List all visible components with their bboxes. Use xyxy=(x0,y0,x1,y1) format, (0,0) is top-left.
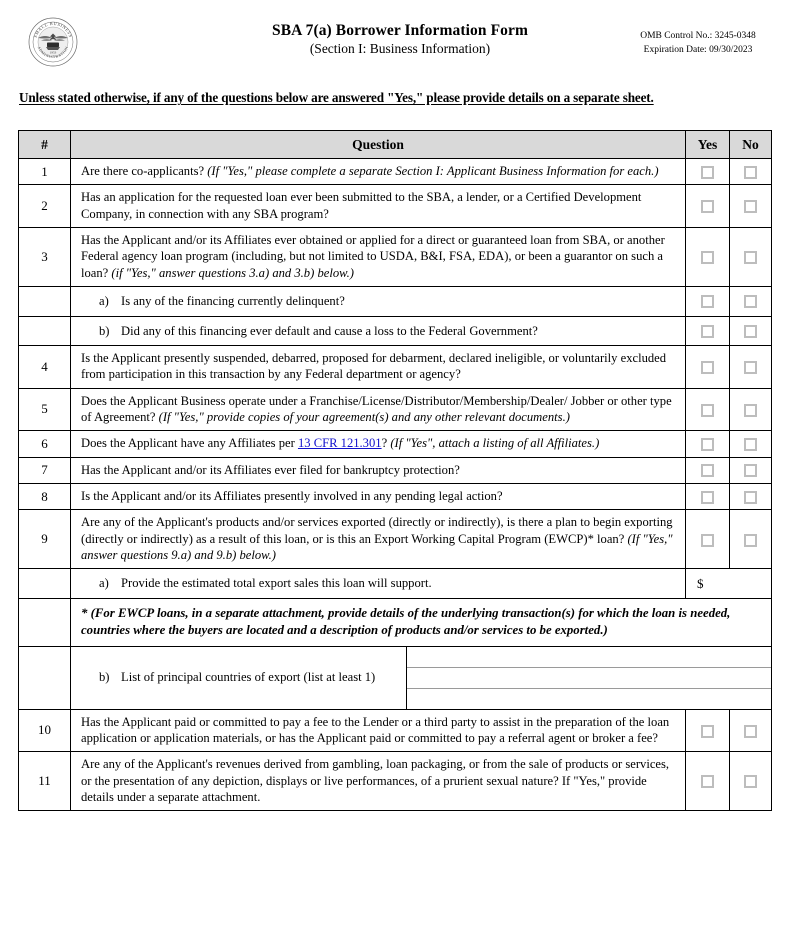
question-text xyxy=(71,510,686,569)
question-text xyxy=(71,228,686,287)
table-row xyxy=(19,598,772,646)
no-checkbox[interactable] xyxy=(744,404,757,417)
row-number xyxy=(19,287,71,316)
no-checkbox[interactable] xyxy=(744,464,757,477)
question-italic-note: (If "Yes," please complete a separate Section I: Applicant Business Information for each.) xyxy=(207,164,659,178)
no-checkbox[interactable] xyxy=(744,295,757,308)
no-checkbox-cell[interactable] xyxy=(730,510,772,569)
question-main-text: Does the Applicant Business operate under a Franchise/License/Distributor/Membership/Dealer/ Jobber or other type of Agreement? xyxy=(81,393,672,424)
no-checkbox-cell[interactable] xyxy=(730,457,772,483)
no-checkbox[interactable] xyxy=(744,361,757,374)
yes-checkbox-cell[interactable] xyxy=(686,484,730,510)
yes-checkbox-cell[interactable] xyxy=(686,287,730,316)
yes-checkbox-cell[interactable] xyxy=(686,345,730,388)
row-number xyxy=(19,646,71,709)
row-number: 10 xyxy=(19,709,71,752)
page-title: SBA 7(a) Borrower Information Form xyxy=(272,22,528,39)
row-number: 9 xyxy=(19,510,71,569)
question-main-text: Has the Applicant and/or its Affiliates ever filed for bankruptcy protection? xyxy=(81,462,460,477)
question-text xyxy=(71,457,686,483)
table-row xyxy=(19,185,772,228)
svg-text:ADMINISTRATION: ADMINISTRATION xyxy=(36,45,70,60)
question-main-text: Has the Applicant and/or its Affiliates ever obtained or applied for a direct or guaranteed loan from SBA, or another Federal agency loan program (including, but not limited to USDA, B&I, FSA, EDA), or been a guarantor on such a loan? xyxy=(81,233,665,280)
yes-checkbox[interactable] xyxy=(701,361,714,374)
yes-checkbox[interactable] xyxy=(701,438,714,451)
sub-question-label: a) xyxy=(99,294,109,309)
column-header-question: Question xyxy=(71,131,686,159)
row-number xyxy=(19,316,71,345)
row-number: 1 xyxy=(19,159,71,185)
table-row xyxy=(19,646,772,709)
yes-checkbox-cell[interactable] xyxy=(686,752,730,811)
column-header-number: # xyxy=(19,131,71,159)
question-main-text: Are any of the Applicant's revenues derived from gambling, loan packaging, or from the sale of products or services, or the presentation of any depiction, displays or live performances, of a prurient sexual nature? If "Yes," provide details under a separate attachment. xyxy=(81,757,670,805)
omb-control-number: OMB Control No.: 3245-0348 xyxy=(640,31,756,41)
currency-symbol: $ xyxy=(697,575,704,591)
yes-checkbox[interactable] xyxy=(701,464,714,477)
question-text xyxy=(71,159,686,185)
row-number xyxy=(19,569,71,598)
yes-checkbox[interactable] xyxy=(701,404,714,417)
no-checkbox[interactable] xyxy=(744,325,757,338)
row-number xyxy=(19,598,71,646)
question-main-text: Provide the estimated total export sales this loan will support. xyxy=(121,576,432,591)
omb-expiration-date: Expiration Date: 09/30/2023 xyxy=(643,44,753,55)
omb-block xyxy=(624,30,772,58)
no-checkbox-cell[interactable] xyxy=(730,709,772,752)
yes-checkbox[interactable] xyxy=(701,295,714,308)
table-row xyxy=(19,752,772,811)
question-italic-note: (If "Yes", attach a listing of all Affiliates.) xyxy=(390,436,600,451)
sub-question-text xyxy=(71,647,407,709)
question-main-text: Is the Applicant and/or its Affiliates presently involved in any pending legal action? xyxy=(81,489,503,504)
question-main-text: Are any of the Applicant's products and/or services exported (directly or indirectly), is there a plan to begin exporting (directly or indirectly) as a result of this loan, or is this an Export Working Capital Program (EWCP)* loan? xyxy=(81,515,673,546)
form-header xyxy=(0,0,789,78)
table-row xyxy=(19,484,772,510)
yes-checkbox[interactable] xyxy=(701,200,714,213)
no-checkbox-cell[interactable] xyxy=(730,388,772,431)
yes-checkbox[interactable] xyxy=(701,775,714,788)
no-checkbox-cell[interactable] xyxy=(730,431,772,457)
yes-checkbox[interactable] xyxy=(701,491,714,504)
question-main-text: Is the Applicant presently suspended, debarred, proposed for debarment, declared ineligible, or voluntarily excluded from participation in this transaction by any Federal department or agency? xyxy=(81,350,667,382)
question-main-text: Is any of the financing currently delinquent? xyxy=(121,294,345,309)
table-row xyxy=(19,345,772,388)
table-row xyxy=(19,228,772,287)
question-text xyxy=(71,484,686,510)
question-text xyxy=(71,185,686,228)
sub-question-label: b) xyxy=(99,670,110,685)
page-subtitle: (Section I: Business Information) xyxy=(309,40,491,56)
questions-table xyxy=(18,130,772,811)
sub-question-label: a) xyxy=(99,576,109,591)
yes-checkbox[interactable] xyxy=(701,325,714,338)
table-row xyxy=(19,316,772,345)
no-checkbox-cell[interactable] xyxy=(730,752,772,811)
row-number: 6 xyxy=(19,431,71,457)
column-header-yes: Yes xyxy=(686,131,730,159)
question-main-text: Has an application for the requested loan ever been submitted to the SBA, a lender, or a Certified Development Company, in connection with any SBA program? xyxy=(81,190,642,221)
question-italic-note: (If "Yes," provide copies of your agreement(s) and any other relevant documents.) xyxy=(158,409,570,424)
question-italic-note: (if "Yes," answer questions 3.a) and 3.b) below.) xyxy=(111,265,354,280)
question-main-text: Did any of this financing ever default and cause a loss to the Federal Government? xyxy=(121,323,538,338)
yes-checkbox-cell[interactable] xyxy=(686,228,730,287)
question-main-text: List of principal countries of export (list at least 1) xyxy=(121,670,376,685)
no-checkbox-cell[interactable] xyxy=(730,287,772,316)
no-checkbox[interactable] xyxy=(744,491,757,504)
row-number: 3 xyxy=(19,228,71,287)
no-checkbox-cell[interactable] xyxy=(730,159,772,185)
question-text xyxy=(71,345,686,388)
table-row xyxy=(19,287,772,316)
export-sales-amount-cell[interactable] xyxy=(686,569,772,598)
yes-checkbox-cell[interactable] xyxy=(686,185,730,228)
no-checkbox[interactable] xyxy=(744,200,757,213)
question-text-before-link: Does the Applicant have any Affiliates per xyxy=(81,436,298,451)
no-checkbox-cell[interactable] xyxy=(730,316,772,345)
question-text-after-link: ? xyxy=(381,436,391,451)
title-block xyxy=(190,22,610,57)
no-checkbox[interactable] xyxy=(744,775,757,788)
question-text xyxy=(71,431,686,457)
yes-checkbox-cell[interactable] xyxy=(686,388,730,431)
no-checkbox-cell[interactable] xyxy=(730,228,772,287)
ewcp-footnote: * (For EWCP loans, in a separate attachment, provide details of the underlying transaction(s) for which the loan is needed, countries where the buyers are located and a description of products and/or services to be exported.) xyxy=(71,598,772,646)
question-main-text: Has the Applicant paid or committed to pay a fee to the Lender or a third party to assist in the preparation of the loan application or application materials, or has the Applicant paid or committed to pay a referral agent or broker a fee? xyxy=(81,714,670,745)
no-checkbox[interactable] xyxy=(744,438,757,451)
sub-question-text xyxy=(71,287,686,316)
svg-text:SMALL BUSINESS: SMALL BUSINESS xyxy=(32,20,74,39)
question-text xyxy=(71,752,686,811)
instruction-text: Unless stated otherwise, if any of the questions below are answered "Yes," please provide details on a separate sheet. xyxy=(19,90,654,105)
table-row xyxy=(19,510,772,569)
sub-question-text xyxy=(71,569,686,598)
table-row xyxy=(19,431,772,457)
question-text xyxy=(71,388,686,431)
svg-text:1953: 1953 xyxy=(49,50,57,55)
yes-checkbox[interactable] xyxy=(701,725,714,738)
table-row xyxy=(19,709,772,752)
yes-checkbox-cell[interactable] xyxy=(686,510,730,569)
table-row xyxy=(19,457,772,483)
yes-checkbox-cell[interactable] xyxy=(686,431,730,457)
table-row xyxy=(19,159,772,185)
yes-checkbox[interactable] xyxy=(701,166,714,179)
row-number: 11 xyxy=(19,752,71,811)
row-number: 8 xyxy=(19,484,71,510)
sub-question-text xyxy=(71,316,686,345)
no-checkbox-cell[interactable] xyxy=(730,345,772,388)
country-input-3[interactable] xyxy=(407,689,771,709)
no-checkbox-cell[interactable] xyxy=(730,185,772,228)
column-header-no: No xyxy=(730,131,772,159)
no-checkbox[interactable] xyxy=(744,725,757,738)
no-checkbox[interactable] xyxy=(744,534,757,547)
row-number: 7 xyxy=(19,457,71,483)
yes-checkbox-cell[interactable] xyxy=(686,457,730,483)
question-text xyxy=(71,709,686,752)
table-row xyxy=(19,388,772,431)
sub-question-label: b) xyxy=(99,323,110,338)
sba-seal-icon xyxy=(28,17,78,67)
no-checkbox-cell[interactable] xyxy=(730,484,772,510)
question-italic-note: (If "Yes," answer questions 9.a) and 9.b) below.) xyxy=(81,531,673,563)
cfr-regulation-link[interactable]: 13 CFR 121.301 xyxy=(297,436,382,451)
yes-checkbox-cell[interactable] xyxy=(686,709,730,752)
table-header-row xyxy=(19,131,772,159)
yes-checkbox[interactable] xyxy=(701,251,714,264)
no-checkbox[interactable] xyxy=(744,251,757,264)
export-countries-row xyxy=(71,646,772,709)
question-main-text: Are there co-applicants? xyxy=(81,164,208,178)
row-number: 2 xyxy=(19,185,71,228)
row-number: 4 xyxy=(19,345,71,388)
no-checkbox[interactable] xyxy=(744,166,757,179)
yes-checkbox-cell[interactable] xyxy=(686,316,730,345)
table-row xyxy=(19,569,772,598)
country-input-2[interactable] xyxy=(407,668,771,689)
export-countries-fields xyxy=(407,647,771,709)
row-number: 5 xyxy=(19,388,71,431)
country-input-1[interactable] xyxy=(407,647,771,668)
yes-checkbox-cell[interactable] xyxy=(686,159,730,185)
yes-checkbox[interactable] xyxy=(701,534,714,547)
